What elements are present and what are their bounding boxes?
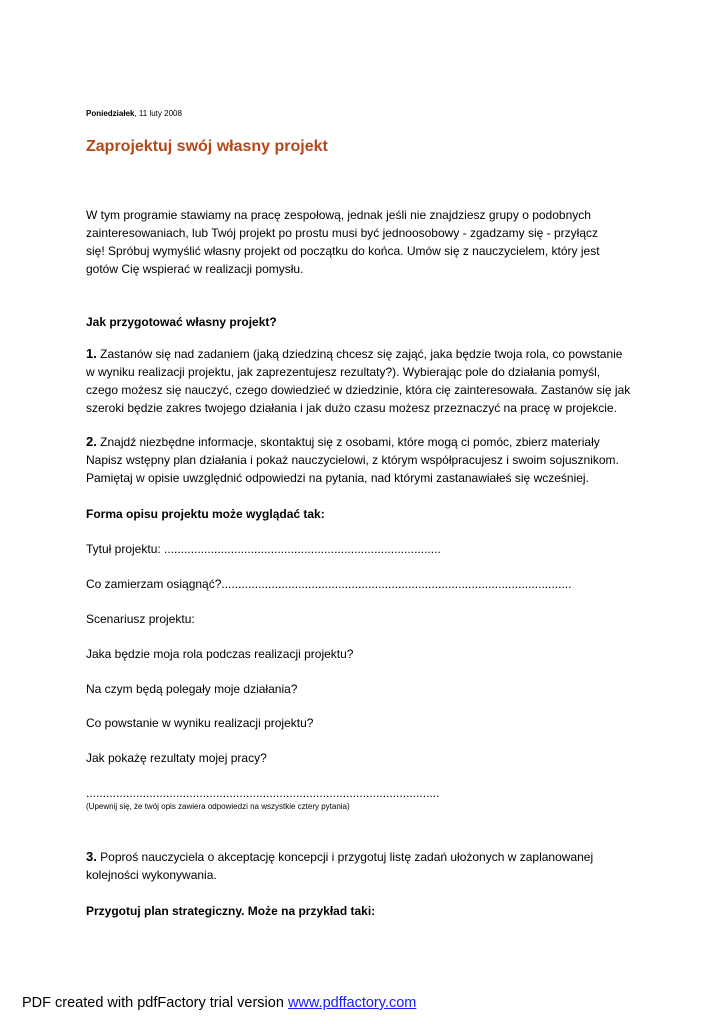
step-1-line: czego możesz się nauczyć, czego dowiedzieć w dziedzinie, która cię zainteresowała. Zastanów się jak xyxy=(86,383,631,397)
step-1-line: Zastanów się nad zadaniem (jaką dziedziną chcesz się zająć, jaka będzie twoja rola, co powstanie xyxy=(96,347,623,361)
intro-line: gotów Cię wspierać w realizacji pomysłu. xyxy=(86,262,304,276)
heading-form: Forma opisu projektu może wyglądać tak: xyxy=(86,507,325,521)
step-1-line: szeroki będzie zakres twojego działania i jak dużo czasu możesz przeznaczyć na pracę w projekcie. xyxy=(86,401,617,415)
intro-line: zainteresowaniach, lub Twój projekt po prostu musi być jednoosobowy - zgadzamy się - przyłącz xyxy=(86,226,599,240)
form-goal-line: Co zamierzam osiągnąć?......................................................................................................... xyxy=(86,577,572,591)
step-1-paragraph xyxy=(86,345,646,417)
step-2-line: Napisz wstępny plan działania i pokaż nauczycielowi, z którym współpracujesz i swoim sojusznikom. xyxy=(86,453,619,467)
intro-line: W tym programie stawiamy na pracę zespołową, jednak jeśli nie znajdziesz grupy o podobnych xyxy=(86,208,591,222)
footer-text: PDF created with pdfFactory trial version xyxy=(22,995,288,1011)
step-2-line: Pamiętaj w opisie uwzględnić odpowiedzi na pytania, nad którymi zastanawiałeś się wcześniej. xyxy=(86,471,589,485)
intro-paragraph xyxy=(86,206,646,278)
date-day: Poniedziałek xyxy=(86,109,135,118)
heading-how-to: Jak przygotować własny projekt? xyxy=(86,315,277,329)
date-rest: , 11 luty 2008 xyxy=(134,109,182,118)
form-question-1: Jaka będzie moja rola podczas realizacji projektu? xyxy=(86,647,354,661)
step-3-line: kolejności wykonywania. xyxy=(86,868,217,882)
pdf-footer xyxy=(22,995,416,1011)
intro-line: się! Spróbuj wymyślić własny projekt od początku do końca. Umów się z nauczycielem, który jest xyxy=(86,244,600,258)
date-line xyxy=(86,109,182,118)
step-2-paragraph xyxy=(86,433,646,487)
form-scenario: Scenariusz projektu: xyxy=(86,612,195,626)
step-3-paragraph xyxy=(86,848,646,884)
form-question-4: Jak pokażę rezultaty mojej pracy? xyxy=(86,751,267,765)
form-dots-line: .......................................................................................................... xyxy=(86,786,440,800)
form-note: (Upewnij się, że twój opis zawiera odpowiedzi na wszystkie cztery pytania) xyxy=(86,802,350,811)
form-title-line: Tytuł projektu: ................................................................................... xyxy=(86,542,441,556)
step-3-number: 3. xyxy=(86,849,97,864)
step-2-number: 2. xyxy=(86,434,97,449)
form-question-2: Na czym będą polegały moje działania? xyxy=(86,682,298,696)
step-1-line: w wyniku realizacji projektu, jak zaprezentujesz rezultaty?). Wybierając pole do działania pomyśl, xyxy=(86,365,601,379)
form-question-3: Co powstanie w wyniku realizacji projektu? xyxy=(86,716,314,730)
step-3-line: Poproś nauczyciela o akceptację koncepcji i przygotuj listę zadań ułożonych w zaplanowanej xyxy=(96,850,594,864)
page-title: Zaprojektuj swój własny projekt xyxy=(86,138,328,155)
step-1-number: 1. xyxy=(86,346,97,361)
footer-link[interactable]: www.pdffactory.com xyxy=(287,995,417,1011)
step-2-line: Znajdź niezbędne informacje, skontaktuj się z osobami, które mogą ci pomóc, zbierz materiały xyxy=(96,435,600,449)
heading-plan: Przygotuj plan strategiczny. Może na przykład taki: xyxy=(86,904,376,918)
